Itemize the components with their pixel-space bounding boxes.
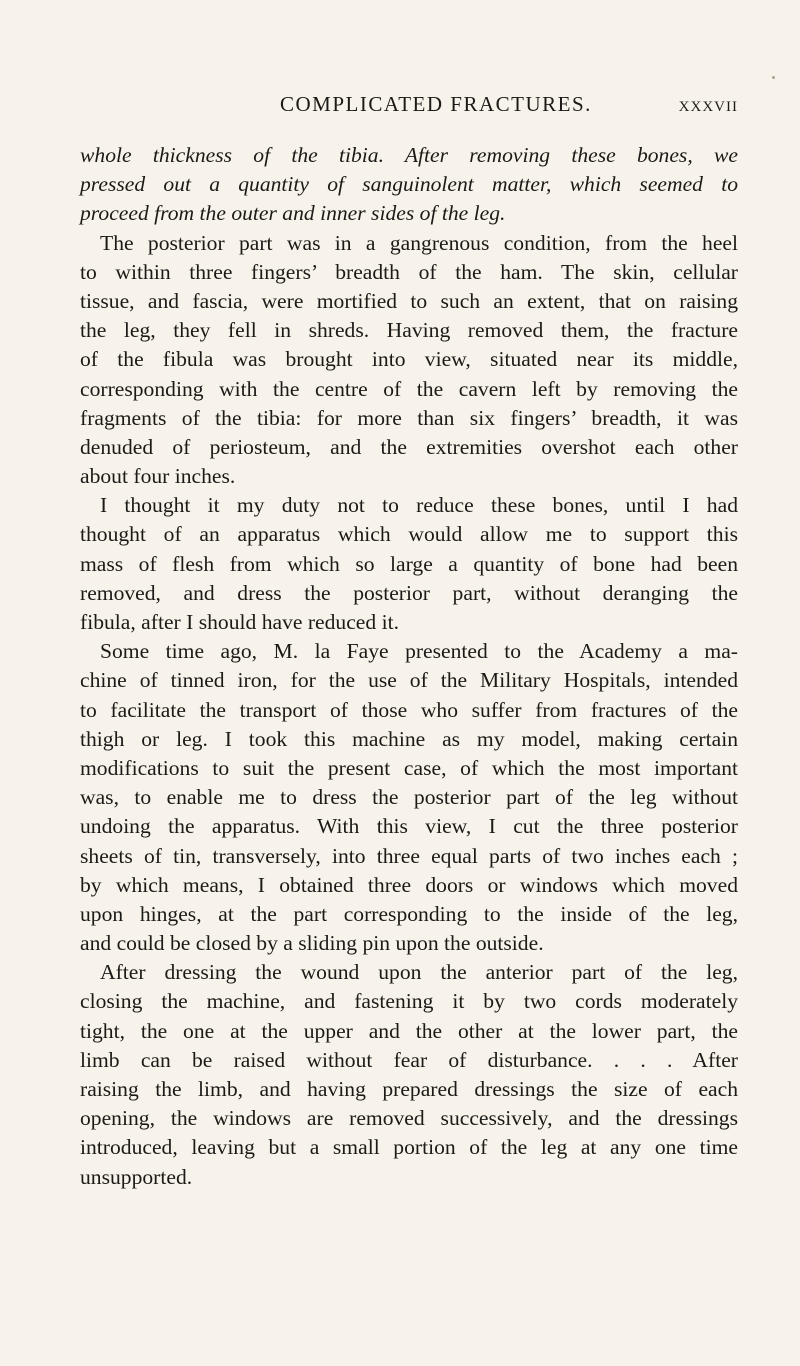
text-line: about four inches.: [80, 464, 236, 489]
text-line: fragments of the tibia: for more than six fingers’ breadth, it was: [80, 405, 738, 430]
text-line: was, to enable me to dress the posterior part of the leg without: [80, 785, 738, 810]
text-line: removed, and dress the posterior part, without deranging the: [80, 580, 738, 605]
text-line: modifications to suit the present case, of which the most important: [80, 755, 738, 780]
text-line: raising the limb, and having prepared dressings the size of each: [80, 1077, 738, 1101]
text-line: denuded of periosteum, and the extremities overshot each other: [80, 434, 738, 459]
text-line: limb can be raised without fear of disturbance. . . . After: [80, 1047, 738, 1072]
text-line: proceed from the outer and inner sides of the leg.: [80, 201, 506, 226]
text-line: and could be closed by a sliding pin upon the outside.: [80, 931, 544, 956]
text-line: chine of tinned iron, for the use of the Military Hospitals, intended: [80, 668, 738, 693]
text-line: tight, the one at the upper and the other at the lower part, the: [80, 1018, 738, 1043]
text-line: introduced, leaving but a small portion of the leg at any one time: [80, 1135, 738, 1160]
text-line: I thought it my duty not to reduce these bones, until I had: [100, 493, 738, 518]
page-number: xxxvii: [678, 92, 738, 116]
text-line: tissue, and fascia, were mortified to such an extent, that on raising: [80, 288, 738, 313]
text-line: unsupported.: [80, 1164, 193, 1189]
text-line: opening, the windows are removed successively, and the dressings: [80, 1106, 738, 1131]
text-line: After dressing the wound upon the anterior part of the leg,: [100, 960, 738, 985]
page-header: [80, 92, 738, 122]
text-line: corresponding with the centre of the cavern left by removing the: [80, 376, 738, 401]
running-head: COMPLICATED FRACTURES.: [280, 92, 592, 116]
text-line: by which means, I obtained three doors or windows which moved: [80, 872, 738, 897]
text-line: Some time ago, M. la Faye presented to the Academy a ma-: [100, 639, 738, 664]
paper-speck: [772, 76, 775, 79]
text-line: The posterior part was in a gangrenous condition, from the heel: [100, 230, 738, 255]
text-line: thought of an apparatus which would allow me to support this: [80, 522, 738, 547]
text-line: to facilitate the transport of those who suffer from fractures of the: [80, 697, 738, 722]
body-text: [80, 141, 738, 1192]
text-line: to within three fingers’ breadth of the ham. The skin, cellular: [80, 259, 738, 284]
text-line: the leg, they fell in shreds. Having removed them, the fracture: [80, 318, 738, 343]
text-line: mass of flesh from which so large a quantity of bone had been: [80, 551, 738, 576]
text-line: pressed out a quantity of sanguinolent matter, which seemed to: [80, 172, 738, 197]
text-line: fibula, after I should have reduced it.: [80, 610, 399, 634]
text-line: of the fibula was brought into view, situated near its middle,: [80, 347, 738, 372]
text-line: closing the machine, and fastening it by two cords moderately: [80, 989, 738, 1014]
text-line: undoing the apparatus. With this view, I cut the three posterior: [80, 814, 738, 839]
text-line: whole thickness of the tibia. After removing these bones, we: [80, 143, 738, 167]
text-line: upon hinges, at the part corresponding to the inside of the leg,: [80, 901, 738, 926]
text-line: thigh or leg. I took this machine as my model, making certain: [80, 726, 738, 751]
text-line: sheets of tin, transversely, into three equal parts of two inches each ;: [80, 843, 738, 868]
